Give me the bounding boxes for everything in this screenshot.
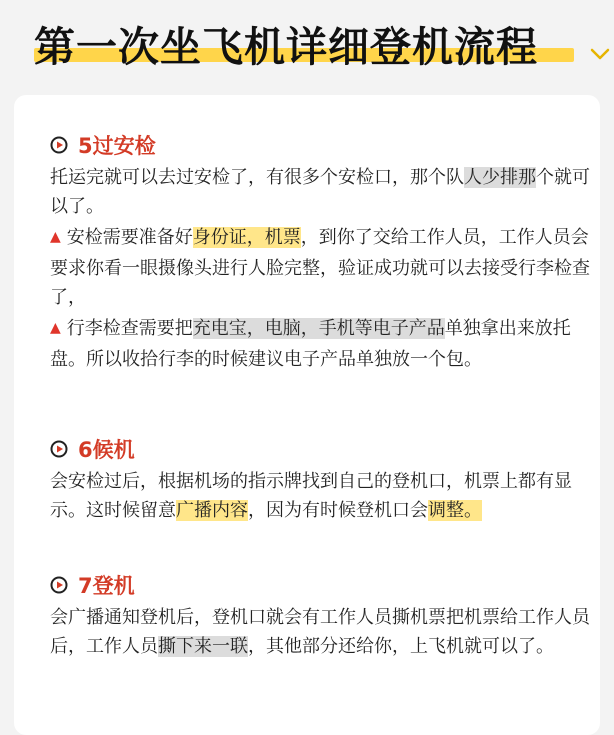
section-waiting xyxy=(50,433,590,525)
warning-triangle-icon: ▲ xyxy=(50,320,61,336)
header xyxy=(0,0,614,90)
highlight: 广播内容 xyxy=(176,500,248,521)
paragraph xyxy=(50,223,590,312)
paragraph xyxy=(50,467,590,525)
content-card xyxy=(14,95,600,735)
play-circle-icon xyxy=(50,576,68,594)
section-header xyxy=(50,129,590,161)
section-title: 5过安检 xyxy=(78,134,156,158)
text: 行李检查需要把 xyxy=(66,318,193,339)
section-security-check xyxy=(50,129,590,374)
text: ，到你了交给工作人员，工作人员会要求你看一眼摄像头进行人脸完整，验证成功就可以去接受行李检查了， xyxy=(50,227,590,308)
section-header xyxy=(50,569,590,601)
paragraph xyxy=(50,163,590,221)
text: 会广播通知登机后，登机口就会有工作人员撕机票把机票给工作人员后，工作人员 xyxy=(50,607,590,657)
highlight: 撕下来一联 xyxy=(158,636,248,657)
text: 个就可以了。 xyxy=(50,167,590,217)
section-title: 7登机 xyxy=(78,574,135,598)
text: 安检需要准备好 xyxy=(66,227,193,248)
text: 单独拿出来放托盘。所以收拾行李的时候建议电子产品单独放一个包。 xyxy=(50,318,571,370)
highlight: 调整。 xyxy=(428,500,482,521)
warning-triangle-icon: ▲ xyxy=(50,229,61,245)
section-title: 6候机 xyxy=(78,438,135,462)
paragraph xyxy=(50,603,590,661)
text: 托运完就可以去过安检了，有很多个安检口，那个队 xyxy=(50,167,464,188)
play-circle-icon xyxy=(50,136,68,154)
highlight: 充电宝，电脑，手机等电子产品 xyxy=(192,318,445,339)
page-title: 第一次坐飞机详细登机流程 xyxy=(34,23,538,71)
highlight: 人少排那 xyxy=(464,167,536,188)
text: ，其他部分还给你，上飞机就可以了。 xyxy=(248,636,554,657)
play-circle-icon xyxy=(50,440,68,458)
paragraph xyxy=(50,314,590,374)
text: ，因为有时候登机口会 xyxy=(248,500,428,521)
text: 会安检过后，根据机场的指示牌找到自己的登机口，机票上都有显示。这时候留意 xyxy=(50,471,572,521)
highlight: 身份证，机票 xyxy=(192,227,301,248)
section-boarding xyxy=(50,569,590,661)
chevron-down-icon[interactable] xyxy=(590,44,610,64)
section-header xyxy=(50,433,590,465)
